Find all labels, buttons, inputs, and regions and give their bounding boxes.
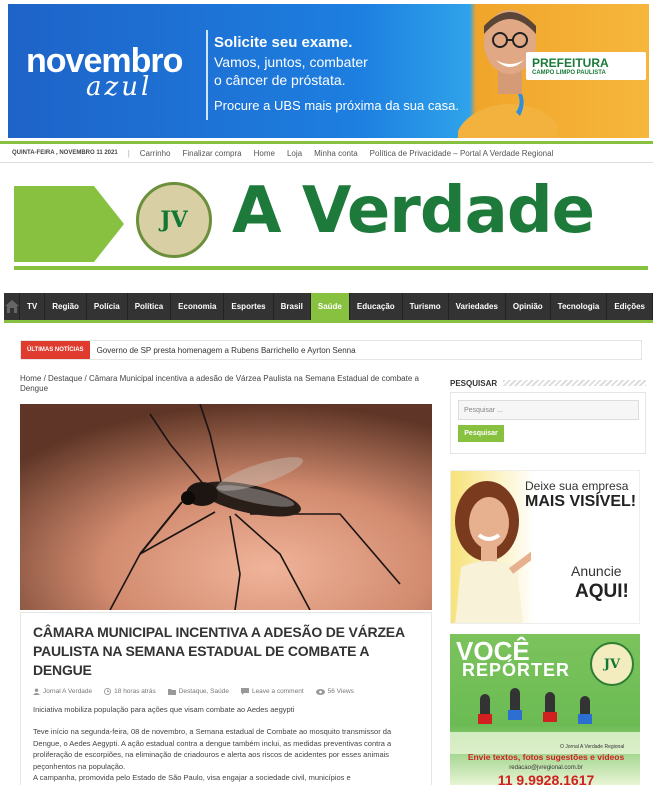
banner-line-1: Solicite seu exame.	[214, 34, 353, 51]
meta-time-text: 18 horas atrás	[114, 688, 156, 695]
user-icon	[33, 688, 40, 695]
nav-item-brasil[interactable]: Brasil	[274, 293, 311, 320]
nav-item-economia[interactable]: Economia	[171, 293, 224, 320]
mosquito-photo	[20, 404, 432, 610]
meta-comments-text: Leave a comment	[251, 688, 304, 695]
breadcrumb-section[interactable]: Destaque	[48, 374, 83, 383]
ticker-label: ÚLTIMAS NOTÍCIAS	[21, 341, 90, 359]
nav-item-edicoes[interactable]: Edições	[607, 293, 653, 320]
comment-icon	[241, 688, 249, 695]
nav-item-tv[interactable]: TV	[20, 293, 45, 320]
ad2-phone: 11 9.9928.1617	[497, 772, 595, 785]
nav-item-policia[interactable]: Polícia	[87, 293, 128, 320]
jv-seal-logo	[136, 182, 212, 258]
topbar-link-finalizar-compra[interactable]: Finalizar compra	[182, 148, 242, 158]
nav-item-opiniao[interactable]: Opinião	[506, 293, 551, 320]
ad1-line-2: MAIS VISÍVEL!	[525, 493, 637, 510]
advertise-here-ad[interactable]	[450, 470, 640, 624]
meta-categories[interactable]	[168, 688, 229, 695]
topbar-link-minha-conta[interactable]: Minha conta	[314, 148, 358, 158]
meta-views-text: 56 Views	[327, 688, 354, 695]
meta-author[interactable]	[33, 688, 92, 695]
topbar-link-carrinho[interactable]: Carrinho	[139, 148, 171, 158]
breadcrumb-current: Câmara Municipal incentiva a adesão de Várzea Paulista na Semana Estadual de combate a Dengue	[20, 374, 419, 393]
nav-item-esportes[interactable]: Esportes	[224, 293, 273, 320]
nav-home-button[interactable]	[4, 293, 20, 320]
site-header[interactable]	[14, 174, 648, 272]
article-featured-image[interactable]	[20, 404, 432, 610]
search-input[interactable]: Pesquisar ...	[458, 400, 639, 420]
topbar-separator: |	[127, 148, 130, 158]
prefeitura-title: PREFEITURA	[532, 56, 609, 70]
banner-line-2: Vamos, juntos, combater	[214, 54, 368, 70]
ad2-jv-seal: JV	[590, 642, 634, 686]
article-paragraph-2: A campanha, promovida pelo Estado de São Paulo, visa engajar a sociedade civil, municípios e	[33, 773, 351, 782]
search-button[interactable]: Pesquisar	[458, 425, 504, 442]
novembro-azul-banner[interactable]	[8, 4, 649, 138]
nav-item-politica[interactable]: Política	[128, 293, 171, 320]
ad1-line-3: Anuncie	[571, 563, 622, 579]
search-widget-title	[450, 376, 646, 390]
meta-categories-text: Destaque, Saúde	[178, 688, 229, 695]
ad2-email: redacao@jvregional.com.br	[509, 765, 583, 771]
top-bar	[0, 141, 653, 163]
breadcrumb	[20, 374, 432, 394]
meta-views	[316, 688, 354, 695]
meta-time	[104, 688, 156, 695]
nav-item-turismo[interactable]: Turismo	[403, 293, 449, 320]
current-date: QUINTA-FEIRA , NOVEMBRO 11 2021	[12, 150, 118, 156]
ad2-line-1: VOCÊ	[456, 636, 530, 666]
banner-divider	[206, 30, 208, 120]
search-widget-label: PESQUISAR	[450, 378, 498, 388]
nav-item-saude[interactable]: Saúde	[311, 293, 350, 320]
meta-comments[interactable]	[241, 688, 304, 695]
topbar-link-home[interactable]: Home	[253, 148, 275, 158]
folder-icon	[168, 688, 176, 695]
nav-item-educacao[interactable]: Educação	[350, 293, 403, 320]
voce-reporter-ad[interactable]	[450, 634, 640, 785]
ad1-line-1: Deixe sua empresa	[525, 479, 629, 493]
article-lead: Iniciativa mobiliza população para ações que visam combate ao Aedes aegypti	[33, 705, 295, 714]
nav-item-variedades[interactable]: Variedades	[449, 293, 506, 320]
search-widget	[450, 392, 646, 454]
main-navigation	[4, 293, 653, 323]
topbar-link-loja[interactable]: Loja	[286, 148, 303, 158]
article-card	[20, 612, 432, 785]
chevron-arrow-icon	[14, 186, 124, 262]
news-ticker	[20, 340, 642, 360]
banner-logo-bottom: azul	[86, 72, 153, 102]
meta-author-name: Jornal A Verdade	[43, 688, 93, 695]
eye-icon	[316, 689, 325, 695]
banner-line-4: Procure a UBS mais próxima da sua casa.	[214, 98, 459, 113]
banner-logo-top: novembro	[26, 42, 183, 80]
topbar-link-privacidade[interactable]: Política de Privacidade – Portal A Verdade Regional	[369, 148, 554, 158]
ad1-line-4: AQUI!	[575, 581, 629, 602]
article-paragraph-1: Teve início na segunda-feira, 08 de novembro, a Semana estadual de Combate ao mosquito transmissor da Dengue, o Aedes Aegypti. A ação estadual contra a dengue também inclui, as medidas preventivas contra a proliferação de escorpiões, na eliminação de criadouros e alerta aos riscos de acidentes por esses animais peçonhentos na população.	[33, 727, 392, 771]
seal-initials: JV	[160, 207, 188, 233]
clock-icon	[104, 688, 111, 695]
home-icon	[5, 300, 19, 313]
banner-line-3: o câncer de próstata.	[214, 72, 346, 88]
ticker-headline[interactable]: Governo de SP presta homenagem a Rubens Barrichello e Ayrton Senna	[96, 345, 356, 355]
ad2-footer-brand: O Jornal A Verdade Regional	[560, 744, 625, 750]
smiling-woman-photo	[451, 471, 531, 624]
prefeitura-subtitle: CAMPO LIMPO PAULISTA	[532, 70, 606, 76]
site-brand-title[interactable]: A Verdade	[232, 174, 595, 248]
header-underline	[14, 266, 648, 270]
ad2-line-2: REPÓRTER	[462, 660, 571, 680]
breadcrumb-separator: /	[84, 374, 89, 383]
article-meta	[33, 688, 419, 695]
nav-item-regiao[interactable]: Região	[45, 293, 87, 320]
prefeitura-logo	[526, 52, 646, 80]
article-title[interactable]: CÂMARA MUNICIPAL INCENTIVA A ADESÃO DE VÁRZEA PAULISTA NA SEMANA ESTADUAL DE COMBATE A DENGUE	[33, 624, 405, 678]
breadcrumb-separator: /	[43, 374, 49, 383]
title-stripe	[503, 380, 646, 386]
breadcrumb-home[interactable]: Home	[20, 374, 42, 383]
nav-item-tecnologia[interactable]: Tecnologia	[551, 293, 608, 320]
ad2-line-3: Envie textos, fotos sugestões e vídeos	[467, 752, 625, 762]
